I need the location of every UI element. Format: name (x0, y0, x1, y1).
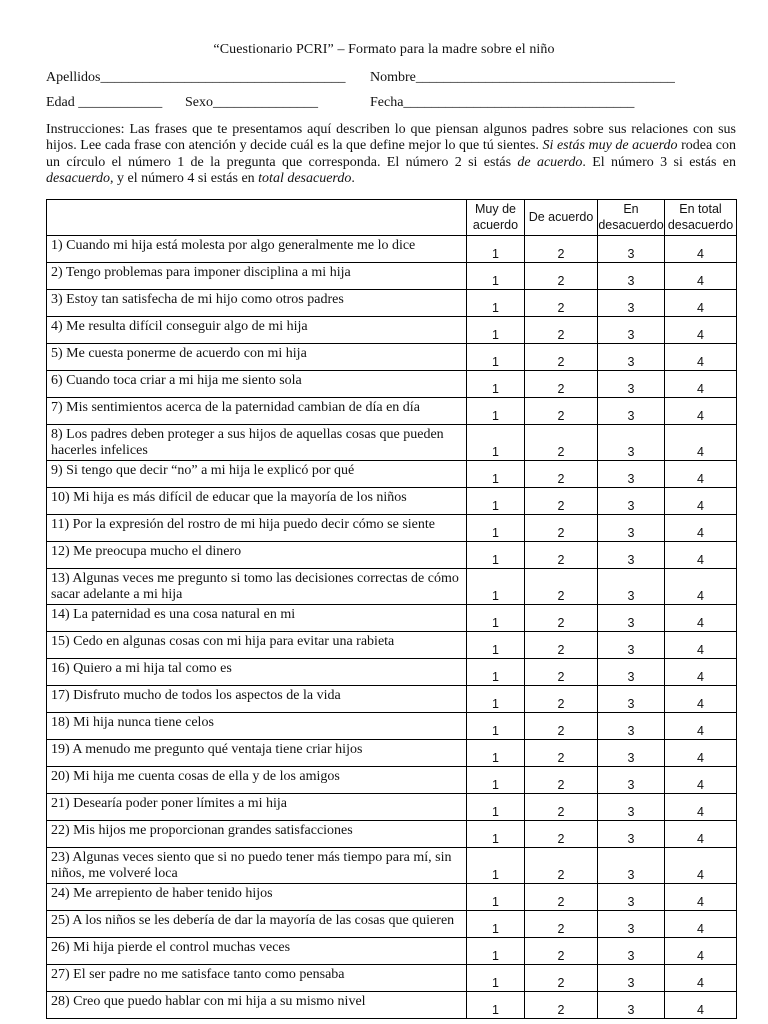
table-row (47, 461, 737, 488)
option-muy-de-acuerdo[interactable]: 1 (467, 236, 525, 263)
option-muy-de-acuerdo[interactable]: 1 (467, 965, 525, 992)
apellidos-field[interactable]: Apellidos___________________________________ (46, 70, 346, 85)
table-row (47, 398, 737, 425)
option-en-total-desacuerdo[interactable]: 4 (665, 992, 737, 1019)
table-row (47, 992, 737, 1019)
table-row (47, 938, 737, 965)
option-muy-de-acuerdo[interactable]: 1 (467, 821, 525, 848)
question-text: 22) Mis hijos me proporcionan grandes satisfacciones (47, 821, 467, 848)
table-row (47, 236, 737, 263)
question-text: 28) Creo que puedo hablar con mi hija a su mismo nivel (47, 992, 467, 1019)
option-en-desacuerdo[interactable]: 3 (598, 686, 665, 713)
table-row (47, 965, 737, 992)
option-de-acuerdo[interactable]: 2 (525, 686, 598, 713)
table-row (47, 884, 737, 911)
document-title: “Cuestionario PCRI” – Formato para la madre sobre el niño (213, 42, 555, 57)
option-muy-de-acuerdo[interactable]: 1 (467, 542, 525, 569)
instructions-text: , y el número 4 si estás en (110, 171, 259, 187)
option-en-total-desacuerdo[interactable]: 4 (665, 767, 737, 794)
option-en-desacuerdo[interactable]: 3 (598, 290, 665, 317)
option-en-total-desacuerdo[interactable]: 4 (665, 542, 737, 569)
table-row (47, 713, 737, 740)
question-text: 21) Desearía poder poner límites a mi hija (47, 794, 467, 821)
option-en-desacuerdo[interactable]: 3 (598, 713, 665, 740)
option-en-desacuerdo[interactable]: 3 (598, 569, 665, 605)
option-de-acuerdo[interactable]: 2 (525, 317, 598, 344)
option-muy-de-acuerdo[interactable]: 1 (467, 371, 525, 398)
option-de-acuerdo[interactable]: 2 (525, 344, 598, 371)
option-en-total-desacuerdo[interactable]: 4 (665, 821, 737, 848)
option-en-desacuerdo[interactable]: 3 (598, 542, 665, 569)
option-muy-de-acuerdo[interactable]: 1 (467, 344, 525, 371)
option-en-total-desacuerdo[interactable]: 4 (665, 425, 737, 461)
option-en-total-desacuerdo[interactable]: 4 (665, 848, 737, 884)
option-en-desacuerdo[interactable]: 3 (598, 767, 665, 794)
question-text: 6) Cuando toca criar a mi hija me siento sola (47, 371, 467, 398)
option-en-total-desacuerdo[interactable]: 4 (665, 290, 737, 317)
option-muy-de-acuerdo[interactable]: 1 (467, 317, 525, 344)
header-en-total-desacuerdo: En total desacuerdo (665, 200, 737, 236)
table-row (47, 425, 737, 461)
table-row (47, 263, 737, 290)
option-en-desacuerdo[interactable]: 3 (598, 911, 665, 938)
table-row (47, 767, 737, 794)
option-en-desacuerdo[interactable]: 3 (598, 938, 665, 965)
option-en-total-desacuerdo[interactable]: 4 (665, 236, 737, 263)
table-row (47, 488, 737, 515)
option-en-desacuerdo[interactable]: 3 (598, 371, 665, 398)
instructions-emphasis: Si estás muy de acuerdo (542, 138, 678, 154)
option-en-desacuerdo[interactable]: 3 (598, 236, 665, 263)
option-en-total-desacuerdo[interactable]: 4 (665, 713, 737, 740)
option-en-desacuerdo[interactable]: 3 (598, 398, 665, 425)
header-en-desacuerdo: En desacuerdo (598, 200, 665, 236)
option-en-desacuerdo[interactable]: 3 (598, 794, 665, 821)
instructions-paragraph (46, 122, 736, 188)
option-en-total-desacuerdo[interactable]: 4 (665, 686, 737, 713)
option-de-acuerdo[interactable]: 2 (525, 767, 598, 794)
question-text: 4) Me resulta difícil conseguir algo de mi hija (47, 317, 467, 344)
option-de-acuerdo[interactable]: 2 (525, 911, 598, 938)
instructions-text: rodea con un círculo el número 1 de la pregunta que corresponda. El número 2 si estás (46, 138, 736, 170)
option-en-desacuerdo[interactable]: 3 (598, 605, 665, 632)
option-en-desacuerdo[interactable]: 3 (598, 263, 665, 290)
question-text: 26) Mi hija pierde el control muchas veces (47, 938, 467, 965)
option-de-acuerdo[interactable]: 2 (525, 632, 598, 659)
question-text: 25) A los niños se les debería de dar la mayoría de las cosas que quieren (47, 911, 467, 938)
option-muy-de-acuerdo[interactable]: 1 (467, 263, 525, 290)
instructions-text: . (351, 171, 355, 187)
option-muy-de-acuerdo[interactable]: 1 (467, 848, 525, 884)
option-en-total-desacuerdo[interactable]: 4 (665, 632, 737, 659)
option-en-total-desacuerdo[interactable]: 4 (665, 488, 737, 515)
question-text: 27) El ser padre no me satisface tanto como pensaba (47, 965, 467, 992)
table-row (47, 290, 737, 317)
table-row (47, 632, 737, 659)
option-muy-de-acuerdo[interactable]: 1 (467, 992, 525, 1019)
question-text: 8) Los padres deben proteger a sus hijos de aquellas cosas que pueden hacerles infelices (47, 425, 467, 461)
table-row (47, 848, 737, 884)
option-muy-de-acuerdo[interactable]: 1 (467, 461, 525, 488)
instructions-text: . El número 3 si estás en (582, 154, 736, 170)
question-text: 14) La paternidad es una cosa natural en mi (47, 605, 467, 632)
header-muy-de-acuerdo: Muy de acuerdo (467, 200, 525, 236)
option-de-acuerdo[interactable]: 2 (525, 938, 598, 965)
option-de-acuerdo[interactable]: 2 (525, 569, 598, 605)
option-de-acuerdo[interactable]: 2 (525, 371, 598, 398)
option-en-desacuerdo[interactable]: 3 (598, 632, 665, 659)
option-de-acuerdo[interactable]: 2 (525, 236, 598, 263)
table-row (47, 542, 737, 569)
option-de-acuerdo[interactable]: 2 (525, 515, 598, 542)
table-row (47, 569, 737, 605)
option-de-acuerdo[interactable]: 2 (525, 965, 598, 992)
option-de-acuerdo[interactable]: 2 (525, 740, 598, 767)
option-muy-de-acuerdo[interactable]: 1 (467, 713, 525, 740)
edad-field[interactable]: Edad ____________ (46, 95, 163, 110)
table-row (47, 344, 737, 371)
option-en-total-desacuerdo[interactable]: 4 (665, 794, 737, 821)
question-text: 10) Mi hija es más difícil de educar que la mayoría de los niños (47, 488, 467, 515)
option-muy-de-acuerdo[interactable]: 1 (467, 911, 525, 938)
option-en-total-desacuerdo[interactable]: 4 (665, 569, 737, 605)
option-en-total-desacuerdo[interactable]: 4 (665, 398, 737, 425)
question-text: 18) Mi hija nunca tiene celos (47, 713, 467, 740)
option-de-acuerdo[interactable]: 2 (525, 605, 598, 632)
option-de-acuerdo[interactable]: 2 (525, 992, 598, 1019)
nombre-field[interactable]: Nombre_____________________________________ (370, 70, 675, 85)
option-muy-de-acuerdo[interactable]: 1 (467, 659, 525, 686)
option-en-total-desacuerdo[interactable]: 4 (665, 371, 737, 398)
option-de-acuerdo[interactable]: 2 (525, 848, 598, 884)
option-en-total-desacuerdo[interactable]: 4 (665, 965, 737, 992)
table-row (47, 686, 737, 713)
option-en-desacuerdo[interactable]: 3 (598, 425, 665, 461)
option-de-acuerdo[interactable]: 2 (525, 290, 598, 317)
option-en-desacuerdo[interactable]: 3 (598, 821, 665, 848)
table-row (47, 659, 737, 686)
option-muy-de-acuerdo[interactable]: 1 (467, 569, 525, 605)
option-en-desacuerdo[interactable]: 3 (598, 848, 665, 884)
question-text: 23) Algunas veces siento que si no puedo tener más tiempo para mí, sin niños, me volveré loca (47, 848, 467, 884)
header-de-acuerdo: De acuerdo (525, 200, 598, 236)
option-en-desacuerdo[interactable]: 3 (598, 515, 665, 542)
question-text: 17) Disfruto mucho de todos los aspectos de la vida (47, 686, 467, 713)
option-en-desacuerdo[interactable]: 3 (598, 461, 665, 488)
table-row (47, 794, 737, 821)
option-muy-de-acuerdo[interactable]: 1 (467, 938, 525, 965)
question-text: 20) Mi hija me cuenta cosas de ella y de los amigos (47, 767, 467, 794)
question-text: 13) Algunas veces me pregunto si tomo las decisiones correctas de cómo sacar adelante a mi hija (47, 569, 467, 605)
question-text: 15) Cedo en algunas cosas con mi hija para evitar una rabieta (47, 632, 467, 659)
option-de-acuerdo[interactable]: 2 (525, 263, 598, 290)
option-en-desacuerdo[interactable]: 3 (598, 965, 665, 992)
option-en-desacuerdo[interactable]: 3 (598, 344, 665, 371)
option-muy-de-acuerdo[interactable]: 1 (467, 740, 525, 767)
table-row (47, 740, 737, 767)
option-en-total-desacuerdo[interactable]: 4 (665, 515, 737, 542)
option-en-total-desacuerdo[interactable]: 4 (665, 659, 737, 686)
option-en-total-desacuerdo[interactable]: 4 (665, 938, 737, 965)
table-row (47, 821, 737, 848)
option-muy-de-acuerdo[interactable]: 1 (467, 632, 525, 659)
option-muy-de-acuerdo[interactable]: 1 (467, 425, 525, 461)
sexo-field[interactable]: Sexo_______________ (185, 95, 318, 110)
option-en-total-desacuerdo[interactable]: 4 (665, 263, 737, 290)
option-en-total-desacuerdo[interactable]: 4 (665, 740, 737, 767)
option-en-total-desacuerdo[interactable]: 4 (665, 344, 737, 371)
option-muy-de-acuerdo[interactable]: 1 (467, 767, 525, 794)
instructions-text: Instrucciones: Las frases que te presentamos aquí describen lo que piensan algunos padres sobre sus relaciones con sus hijos. Lee cada frase con atención y decide cuál es la que define mejor lo que tú sientes. (46, 122, 736, 154)
option-muy-de-acuerdo[interactable]: 1 (467, 686, 525, 713)
question-text: 9) Si tengo que decir “no” a mi hija le explicó por qué (47, 461, 467, 488)
option-en-total-desacuerdo[interactable]: 4 (665, 605, 737, 632)
question-text: 24) Me arrepiento de haber tenido hijos (47, 884, 467, 911)
question-text: 11) Por la expresión del rostro de mi hija puedo decir cómo se siente (47, 515, 467, 542)
option-muy-de-acuerdo[interactable]: 1 (467, 605, 525, 632)
option-en-desacuerdo[interactable]: 3 (598, 992, 665, 1019)
option-en-total-desacuerdo[interactable]: 4 (665, 911, 737, 938)
option-muy-de-acuerdo[interactable]: 1 (467, 398, 525, 425)
option-de-acuerdo[interactable]: 2 (525, 794, 598, 821)
instructions-emphasis: total desacuerdo (258, 171, 352, 187)
fecha-field[interactable]: Fecha_________________________________ (370, 95, 635, 110)
option-de-acuerdo[interactable]: 2 (525, 488, 598, 515)
option-muy-de-acuerdo[interactable]: 1 (467, 884, 525, 911)
option-en-desacuerdo[interactable]: 3 (598, 488, 665, 515)
question-text: 5) Me cuesta ponerme de acuerdo con mi hija (47, 344, 467, 371)
option-en-total-desacuerdo[interactable]: 4 (665, 884, 737, 911)
option-en-desacuerdo[interactable]: 3 (598, 659, 665, 686)
option-de-acuerdo[interactable]: 2 (525, 542, 598, 569)
question-text: 19) A menudo me pregunto qué ventaja tiene criar hijos (47, 740, 467, 767)
option-de-acuerdo[interactable]: 2 (525, 884, 598, 911)
option-en-desacuerdo[interactable]: 3 (598, 317, 665, 344)
table-header-row (47, 200, 737, 236)
table-row (47, 605, 737, 632)
table-row (47, 515, 737, 542)
question-text: 1) Cuando mi hija está molesta por algo generalmente me lo dice (47, 236, 467, 263)
question-text: 12) Me preocupa mucho el dinero (47, 542, 467, 569)
question-text: 2) Tengo problemas para imponer disciplina a mi hija (47, 263, 467, 290)
option-de-acuerdo[interactable]: 2 (525, 461, 598, 488)
option-de-acuerdo[interactable]: 2 (525, 713, 598, 740)
option-de-acuerdo[interactable]: 2 (525, 659, 598, 686)
option-muy-de-acuerdo[interactable]: 1 (467, 515, 525, 542)
option-en-total-desacuerdo[interactable]: 4 (665, 317, 737, 344)
option-muy-de-acuerdo[interactable]: 1 (467, 290, 525, 317)
option-de-acuerdo[interactable]: 2 (525, 398, 598, 425)
option-en-total-desacuerdo[interactable]: 4 (665, 461, 737, 488)
questionnaire-table (46, 199, 737, 1019)
question-text: 3) Estoy tan satisfecha de mi hijo como otros padres (47, 290, 467, 317)
question-text: 7) Mis sentimientos acerca de la paternidad cambian de día en día (47, 398, 467, 425)
option-de-acuerdo[interactable]: 2 (525, 425, 598, 461)
table-row (47, 911, 737, 938)
header-question (47, 200, 467, 236)
table-row (47, 317, 737, 344)
table-row (47, 371, 737, 398)
option-muy-de-acuerdo[interactable]: 1 (467, 488, 525, 515)
option-muy-de-acuerdo[interactable]: 1 (467, 794, 525, 821)
instructions-emphasis: desacuerdo (46, 171, 111, 187)
question-text: 16) Quiero a mi hija tal como es (47, 659, 467, 686)
instructions-emphasis: de acuerdo (517, 154, 583, 170)
option-de-acuerdo[interactable]: 2 (525, 821, 598, 848)
option-en-desacuerdo[interactable]: 3 (598, 740, 665, 767)
option-en-desacuerdo[interactable]: 3 (598, 884, 665, 911)
